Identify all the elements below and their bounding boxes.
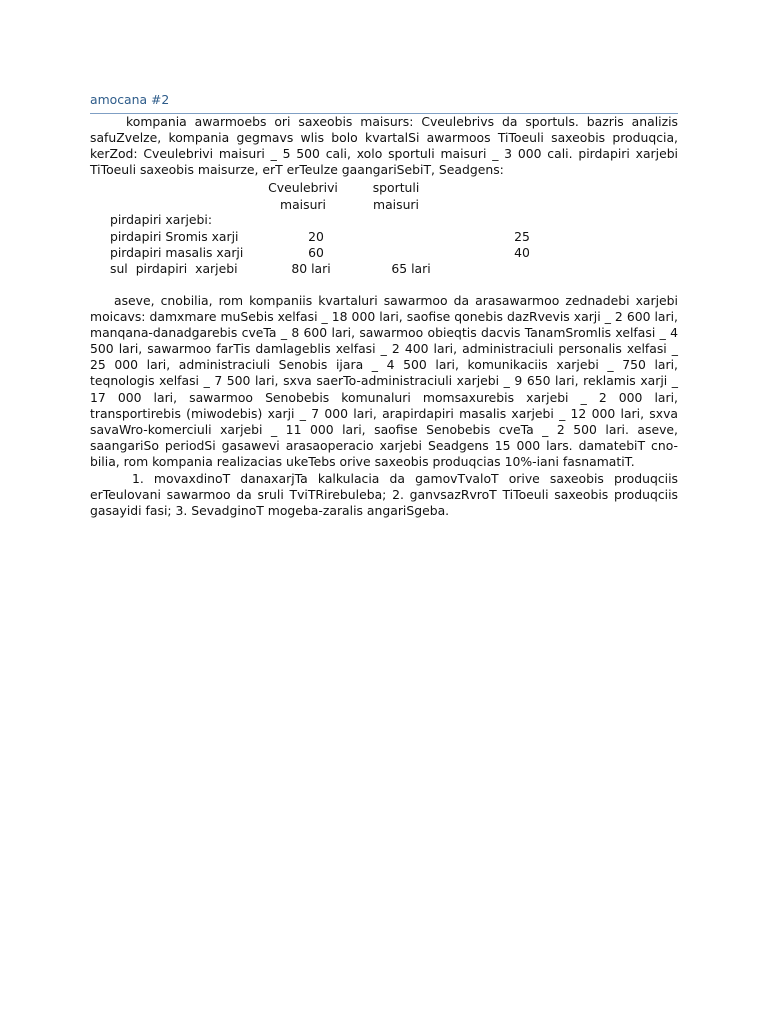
intro-paragraph: kompania awarmoebs ori saxeobis maisurs: Cveulebrivs da sportuls. bazris analizis safuZvelze, kompania gegmavs wlis bolo kvartalSi awarmoos TiToeuli saxeobis produqcia, kerZod: Cveulebrivi maisuri _ 5 500 cali, xolo sportuli maisuri _ 3 000 cali. pirdapiri xarjebi TiToeuli saxeobis maisurze, erT erTeulze gaangariSebiT, Seadgens:	[90, 114, 678, 178]
row-value-regular: 20	[308, 229, 324, 244]
col-header-sport-line2: maisuri	[373, 197, 419, 212]
row-label: pirdapiri masalis xarji	[110, 245, 244, 260]
row-value-sport: 25	[514, 229, 530, 244]
tasks-paragraph: 1. movaxdinoT danaxarjTa kalkulacia da gamovTvaloT orive saxeobis produqciis erTeulovani sawarmoo da sruli TviTRirebuleba; 2. ganvsazRvroT TiToeuli saxeobis produqciis gasayidi fasi; 3. SevadginoT mogeba-zaralis angariSgeba.	[90, 471, 678, 519]
col-header-regular-line1: Cveulebrivi	[268, 180, 338, 195]
row-label: pirdapiri Sromis xarji	[110, 229, 239, 244]
row-label: sul pirdapiri xarjebi	[110, 261, 238, 276]
col-header-regular-line2: maisuri	[280, 197, 326, 212]
problem-heading: amocana #2	[90, 92, 678, 114]
row-value-sport: 40	[514, 245, 530, 260]
col-header-sport-line1: sportuli	[372, 180, 420, 195]
body-paragraph: aseve, cnobilia, rom kompaniis kvartaluri sawarmoo da arasawarmoo zednadebi xarjebi moicavs: damxmare muSebis xelfasi _ 18 000 lari, saofise qonebis dazRvevis xarji _ 2 600 lari, manqana-danadgarebis cveTa _ 8 600 lari, sawarmoo obieqtis dacvis TanamSromlis xelfasi _ 4 500 lari, sawarmoo farTis damlageblis xelfasi _ 2 400 lari, administraciuli personalis xelfasi _ 25 000 lari, administraciuli Senobis ijara _ 4 500 lari, komunikaciis xarjebi _ 750 lari, teqnologis xelfasi _ 7 500 lari, sxva saerTo-administraciuli xarjebi _ 9 650 lari, reklamis xarji _ 17 000 lari, sawarmoo Senobebis komunaluri momsaxurebis xarjebi _ 2 000 lari, transportirebis (miwodebis) xarji _ 7 000 lari, arapirdapiri masalis xarjebi _ 12 000 lari, sxva savaWro-komerciuli xarjebi _ 11 000 lari, saofise Senobebis cveTa _ 2 500 lari. aseve, saangariSo periodSi gasawevi arasaoperacio xarjebi Seadgens 15 000 lars. damatebiT cno-bilia, rom kompania realizacias ukeTebs orive saxeobis produqcias 10%-iani fasnamatiT.	[90, 293, 678, 469]
section-label: pirdapiri xarjebi:	[110, 212, 212, 227]
row-value-regular: 80 lari	[291, 261, 331, 276]
row-value-regular: 60	[308, 245, 324, 260]
row-value-sport: 65 lari	[391, 261, 431, 276]
